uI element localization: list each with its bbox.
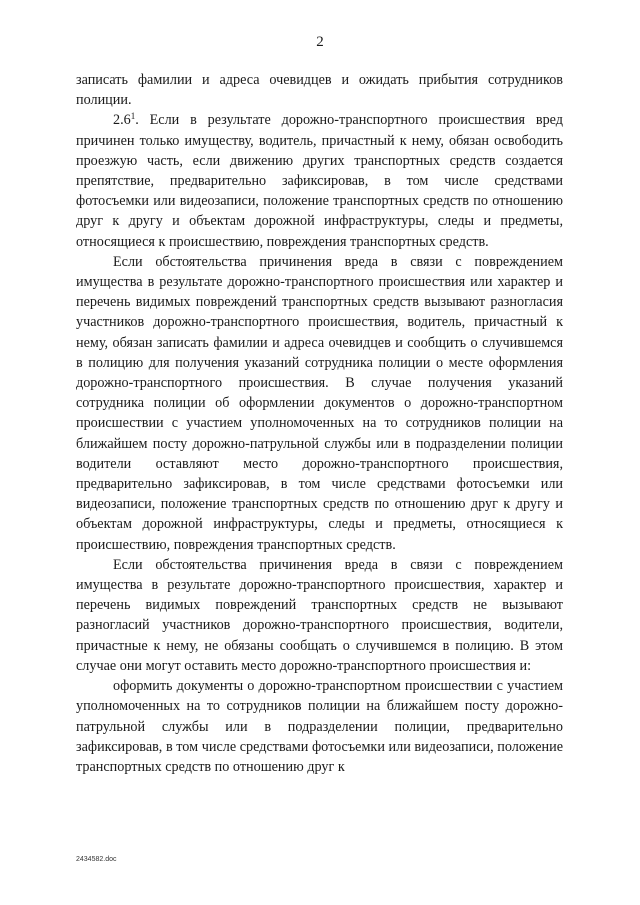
footer-doc-id: 2434582.doc	[76, 856, 117, 863]
clause-text: . Если в результате дорожно-транспортного происшествия вред причинен только имуществу, водитель, причастный к нему, обязан освободить проезжую часть, если движению других транспортных средств создается препятствие, предварительно зафиксировав, в том числе средствами фотосъемки или видеозаписи, положение транспортных средств по отношению друг к другу и объектам дорожной инфраструктуры, следы и предметы, относящиеся к происшествию, повреждения транспортных средств.	[76, 112, 563, 250]
clause-superscript: 1	[130, 111, 136, 122]
paragraph-continuation: записать фамилии и адреса очевидцев и ожидать прибытия сотрудников полиции.	[76, 72, 563, 109]
paragraph-2-6-1	[76, 110, 563, 251]
clause-number: 2.6	[113, 112, 131, 129]
paragraph-disagreement: Если обстоятельства причинения вреда в связи с повреждением имущества в результате дорожно-транспортного происшествия или характер и перечень видимых повреждений транспортных средств вызывают разногласия участников дорожно-транспортного происшествия, водитель, причастный к нему, обязан записать фамилии и адреса очевидцев и сообщить о случившемся в полицию для получения указаний сотрудника полиции о месте оформления дорожно-транспортного происшествия. В случае получения указаний сотрудника полиции об оформлении документов о дорожно-транспортном происшествии с участием уполномоченных на то сотрудников полиции на ближайшем посту дорожно-патрульной службы или в подразделении полиции водители оставляют место дорожно-транспортного происшествия, предварительно зафиксировав, в том числе средствами фотосъемки или видеозаписи, положение транспортных средств по отношению друг к другу и объектам дорожной инфраструктуры, следы и предметы, относящиеся к происшествию, повреждения транспортных средств.	[76, 253, 563, 553]
page-number: 2	[316, 34, 324, 50]
paragraph-no-disagreement: Если обстоятельства причинения вреда в связи с повреждением имущества в результате дорожно-транспортного происшествия, характер и перечень видимых повреждений транспортных средств не вызывают разногласий участников дорожно-транспортного происшествия, водители, причастные к нему, не обязаны сообщать о случившемся в полицию. В этом случае они могут оставить место дорожно-транспортного происшествия и:	[76, 556, 563, 674]
paragraph-document-registration: оформить документы о дорожно-транспортном происшествии с участием уполномоченных на то сотрудников полиции на ближайшем посту дорожно-патрульной службы или в подразделении полиции, предварительно зафиксировав, в том числе средствами фотосъемки или видеозаписи, положение транспортных средств по отношению друг к	[76, 678, 563, 775]
document-body	[76, 70, 563, 777]
